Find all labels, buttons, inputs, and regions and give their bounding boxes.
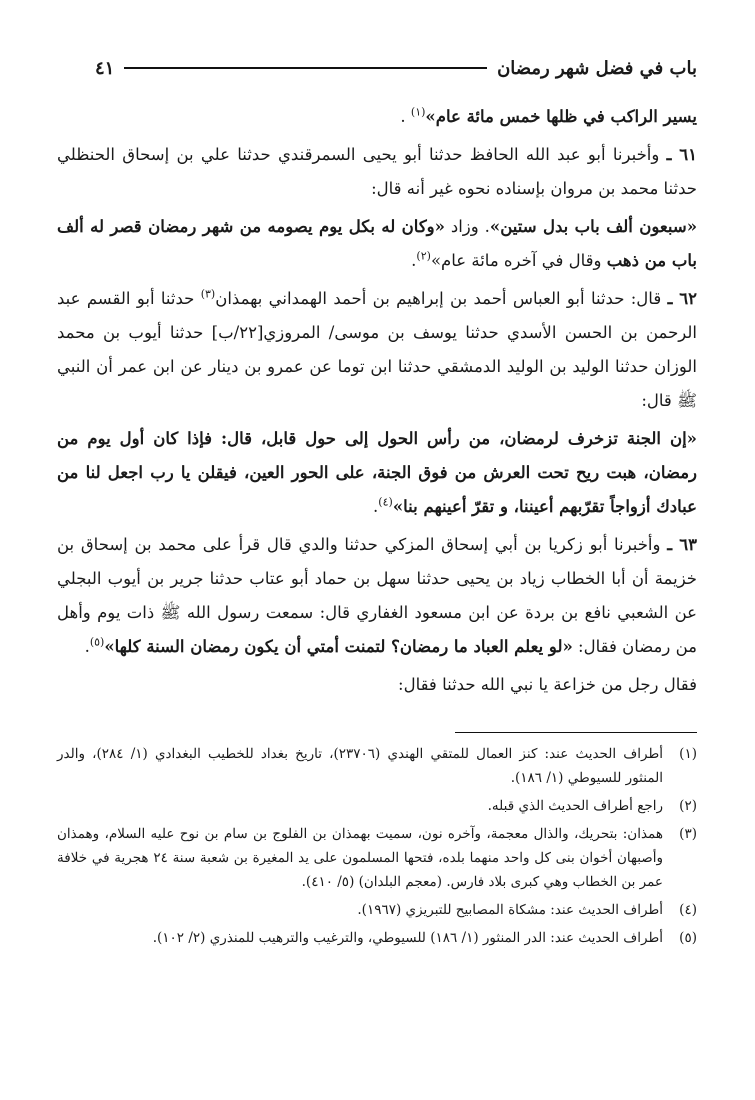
footnote-number: (٤) <box>679 902 697 918</box>
footnote-text: همذان: بتحريك، والذال معجمة، وآخره نون، سميت بهمذان بن الفلوج بن سام بن نوح عليه السلام، وهمذان وأصبهان أخوان بنى كل واحد منهما بلده، فتحها المسلمون على يد المغيرة بن شعبة سنة ٢٤ هجرية في خلافة عمر بن الخطاب وهي كبرى بلاد فارس. (معجم البلدان) (٥/ ٤١٠). <box>57 826 663 890</box>
hadith-quote: «سبعون ألف باب بدل ستين» <box>489 217 698 236</box>
hadith-text: وأخبرنا أبو زكريا بن أبي إسحاق المزكي حدثنا والدي قال قرأ على محمد بن إسحاق بن خزيمة أن أبا الخطاب زياد بن يحيى حدثنا سهل بن حماد أبو عتاب حدثنا جرير بن أيوب البجلي عن الشعبي نافع بن بردة عن ابن مسعود الغفاري قال: سمعت رسول الله ﷺ ذات يوم وأهل من رمضان فقال: <box>57 535 697 656</box>
paragraph-continuation <box>57 100 697 134</box>
hadith-text: وأخبرنا أبو عبد الله الحافظ حدثنا أبو يحيى السمرقندي حدثنا علي بن إسحاق الحنظلي حدثنا محمد بن مروان بإسناده نحوه غير أنه قال: <box>57 145 697 198</box>
footnote-ref: (٥) <box>89 635 105 649</box>
period: . <box>400 107 406 126</box>
page-number: ٤١ <box>95 57 115 79</box>
hadith-62-quote <box>57 422 697 524</box>
running-header <box>95 50 697 86</box>
hadith-63 <box>57 528 697 664</box>
footnote-item <box>57 898 697 922</box>
period: . <box>373 497 379 516</box>
hadith-text: حدثنا أبو القسم عبد الرحمن بن الحسن الأسدي حدثنا يوسف بن موسى/ المروزي[٢٢/ب] حدثنا أيوب بن محمد الوزان حدثنا الوليد بن الوليد الدمشقي حدثنا ابن توما عن عمرو بن دينار عن ابن عمر أن النبي ﷺ قال: <box>57 289 697 410</box>
footnote-number: (١) <box>679 746 697 762</box>
footnote-ref: (١) <box>410 105 426 119</box>
footnotes <box>57 742 697 954</box>
hadith-quote: «وكان له بكل يوم يصومه من شهر رمضان قصر له ألف باب من ذهب <box>57 217 697 270</box>
hadith-number: ٦٢ ـ <box>667 289 697 308</box>
footnote-number: (٢) <box>679 798 697 814</box>
footnote-item <box>57 794 697 818</box>
footnote-text: راجع أطراف الحديث الذي قبله. <box>487 798 663 814</box>
hadith-quote: «لو يعلم العباد ما رمضان؟ لتمنت أمتي أن يكون رمضان السنة كلها» <box>104 637 573 656</box>
footnote-ref: (٤) <box>378 495 393 509</box>
footnote-text: أطراف الحديث عند: مشكاة المصابيح للتبريزي (١٩٦٧). <box>357 902 663 918</box>
hadith-quote: «إن الجنة تزخرف لرمضان، من رأس الحول إلى حول قابل، قال: فإذا كان أول يوم من رمضان، هبت ريح تحت العرش من فوق الجنة، على الحور العين، فيقلن يا رب اجعل لنا من عبادك أزواجاً تقرّبهم أعيننا، و تقرّ أعينهم بنا» <box>57 429 697 516</box>
hadith-61 <box>57 138 697 206</box>
footnote-ref: (٢) <box>416 249 431 263</box>
footnote-rule <box>455 732 697 733</box>
footnote-text: أطراف الحديث عند: الدر المنثور (١/ ١٨٦) للسيوطي، والترغيب والترهيب للمنذري (٢/ ١٠٢). <box>152 930 663 946</box>
footnote-item <box>57 742 697 790</box>
footnote-ref: (٣) <box>200 287 216 301</box>
hadith-62 <box>57 282 697 418</box>
footnote-number: (٥) <box>679 930 697 946</box>
footnote-text: أطراف الحديث عند: كنز العمال للمتقي الهندي (٢٣٧٠٦)، تاريخ بغداد للخطيب البغدادي (١/ ٢٨٤)، والدر المنثور للسيوطي (١/ ١٨٦). <box>57 746 663 786</box>
period: . <box>84 637 90 656</box>
hadith-63-continuation <box>57 668 697 702</box>
narration-text: وقال في آخره مائة عام» <box>430 251 607 270</box>
period: . <box>411 251 417 270</box>
hadith-number: ٦١ ـ <box>666 145 697 164</box>
narration-text: . وزاد <box>444 217 490 236</box>
hadith-61-addition <box>57 210 697 278</box>
main-text <box>57 100 697 706</box>
footnote-number: (٣) <box>679 826 697 842</box>
header-rule <box>124 67 487 69</box>
hadith-number: ٦٣ ـ <box>667 535 697 554</box>
footnote-item <box>57 926 697 950</box>
narration-text: فقال رجل من خزاعة يا نبي الله حدثنا فقال: <box>398 675 697 694</box>
running-title: باب في فضل شهر رمضان <box>497 57 697 79</box>
footnote-item <box>57 822 697 894</box>
hadith-text: قال: حدثنا أبو العباس أحمد بن إبراهيم بن أحمد الهمداني بهمذان <box>215 289 662 308</box>
hadith-quote: يسير الراكب في ظلها خمس مائة عام» <box>425 107 697 126</box>
